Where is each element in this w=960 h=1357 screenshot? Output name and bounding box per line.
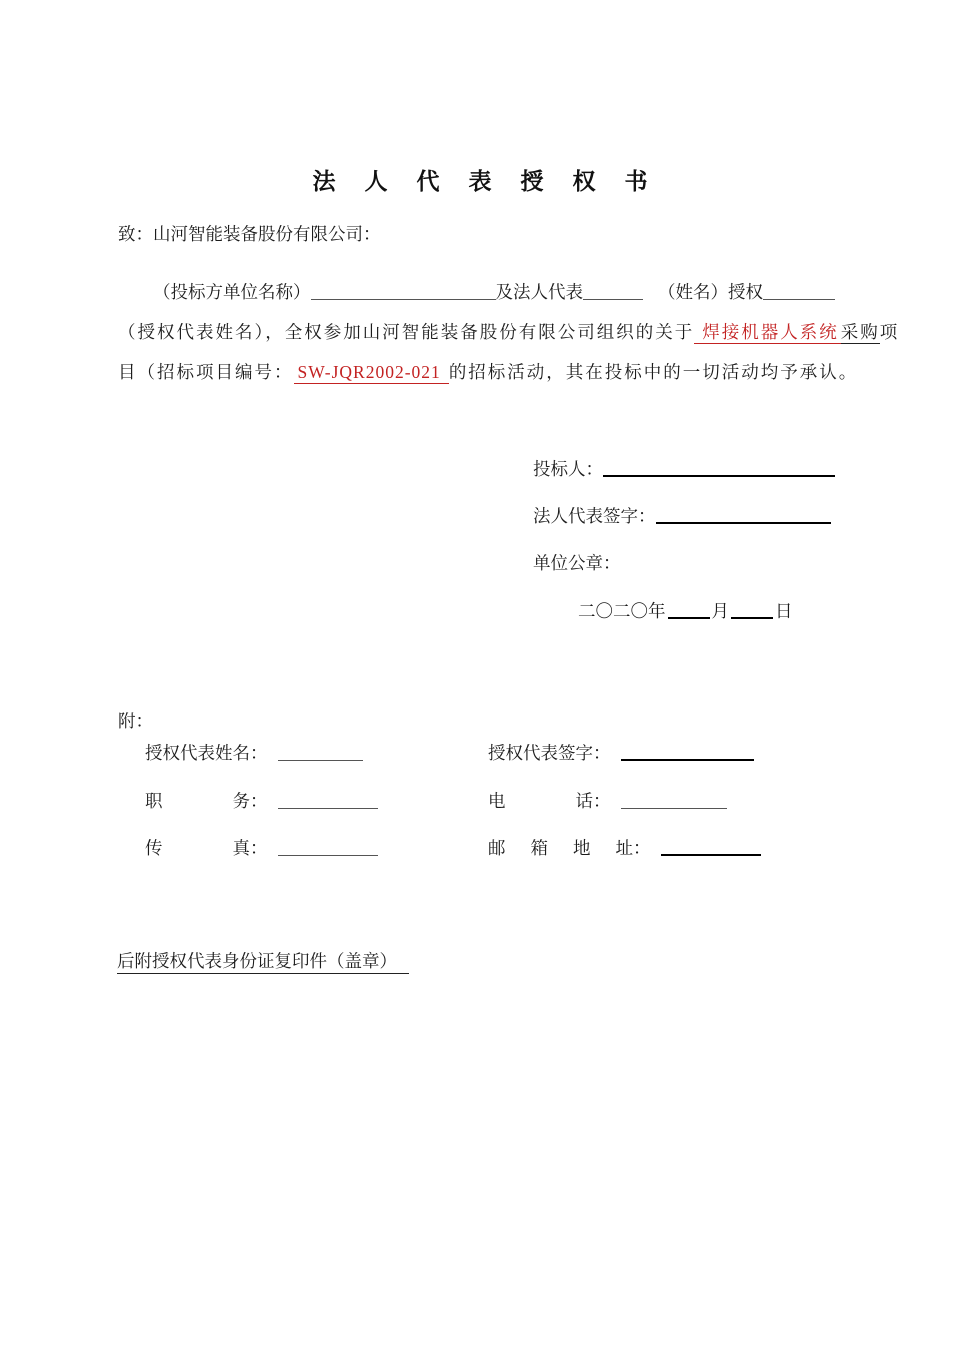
- rep-sign-field: [488, 740, 754, 765]
- colon: ：: [593, 743, 611, 763]
- authorize-label: （姓名）授权: [658, 282, 763, 302]
- colon: ：: [593, 791, 611, 811]
- position-label: 职务: [145, 791, 250, 811]
- legal-rep-signature-line: [656, 508, 831, 524]
- blank-day: [731, 603, 773, 619]
- footer-note: [117, 948, 409, 973]
- bidder-row: [533, 456, 835, 481]
- salutation: 致：山河智能装备股份有限公司：: [118, 224, 381, 244]
- procurement-underlined: 采购: [840, 322, 880, 342]
- date-day-label: 日: [775, 601, 793, 621]
- blank-company-name: [311, 285, 496, 300]
- colon: ：: [250, 791, 268, 811]
- legal-rep-signature-label: 法人代表签字：: [533, 506, 656, 526]
- date-month-label: 月: [711, 601, 729, 621]
- project-code: SW-JQR2002-021: [294, 362, 449, 384]
- date-year: 二〇二〇年: [578, 601, 666, 621]
- colon: ：: [250, 743, 268, 763]
- attachment-heading: 附：: [118, 711, 153, 731]
- bidder-label: 投标人：: [533, 459, 603, 479]
- legal-rep-label: 及法人代表: [495, 282, 583, 302]
- blank-legal-rep-name: [583, 285, 643, 300]
- company-seal-label: 单位公章：: [533, 553, 621, 573]
- blank-rep-signature: [621, 745, 754, 761]
- bidder-signature-line: [603, 461, 835, 477]
- blank-position: [278, 794, 378, 809]
- paragraph-line-3-text: 目（招标项目编号：: [118, 362, 294, 382]
- date-row: [578, 598, 793, 623]
- fax-label: 传真: [145, 838, 250, 858]
- legal-rep-signature-row: [533, 503, 831, 528]
- paragraph-line-3: [118, 352, 908, 392]
- rep-name-field: [145, 740, 363, 765]
- company-seal-row: [533, 550, 621, 575]
- rep-name-label: 授权代表姓名: [145, 743, 250, 763]
- bidder-unit-label: （投标方单位名称）: [153, 282, 311, 302]
- rep-sign-label: 授权代表签字: [488, 743, 593, 763]
- page-title: 法人代表授权书: [312, 169, 677, 194]
- paragraph-line-1: [153, 272, 908, 312]
- phone-label: 电话: [488, 791, 593, 811]
- footer-note-text: 后附授权代表身份证复印件（盖章）: [117, 951, 409, 974]
- paragraph-line-3-tail: 的招标活动，其在投标中的一切活动均予承认。: [448, 362, 859, 382]
- colon: ：: [250, 838, 268, 858]
- email-label: 邮箱地址: [488, 838, 633, 858]
- colon: ：: [633, 838, 651, 858]
- blank-authorized-name: [763, 285, 835, 300]
- fax-field: [145, 835, 378, 860]
- blank-month: [668, 603, 710, 619]
- project-name-highlight: 焊接机器人系统: [694, 322, 841, 344]
- blank-rep-name: [278, 746, 363, 761]
- phone-field: [488, 788, 727, 813]
- position-field: [145, 788, 378, 813]
- paragraph-line-2: [118, 312, 908, 352]
- email-field: [488, 835, 761, 860]
- paragraph-line-2-tail: 项: [879, 322, 900, 342]
- blank-email: [661, 840, 761, 856]
- paragraph-line-2-text: （授权代表姓名），全权参加山河智能装备股份有限公司组织的关于: [118, 322, 695, 342]
- blank-fax: [278, 841, 378, 856]
- blank-phone: [621, 794, 727, 809]
- main-paragraph: [118, 272, 908, 392]
